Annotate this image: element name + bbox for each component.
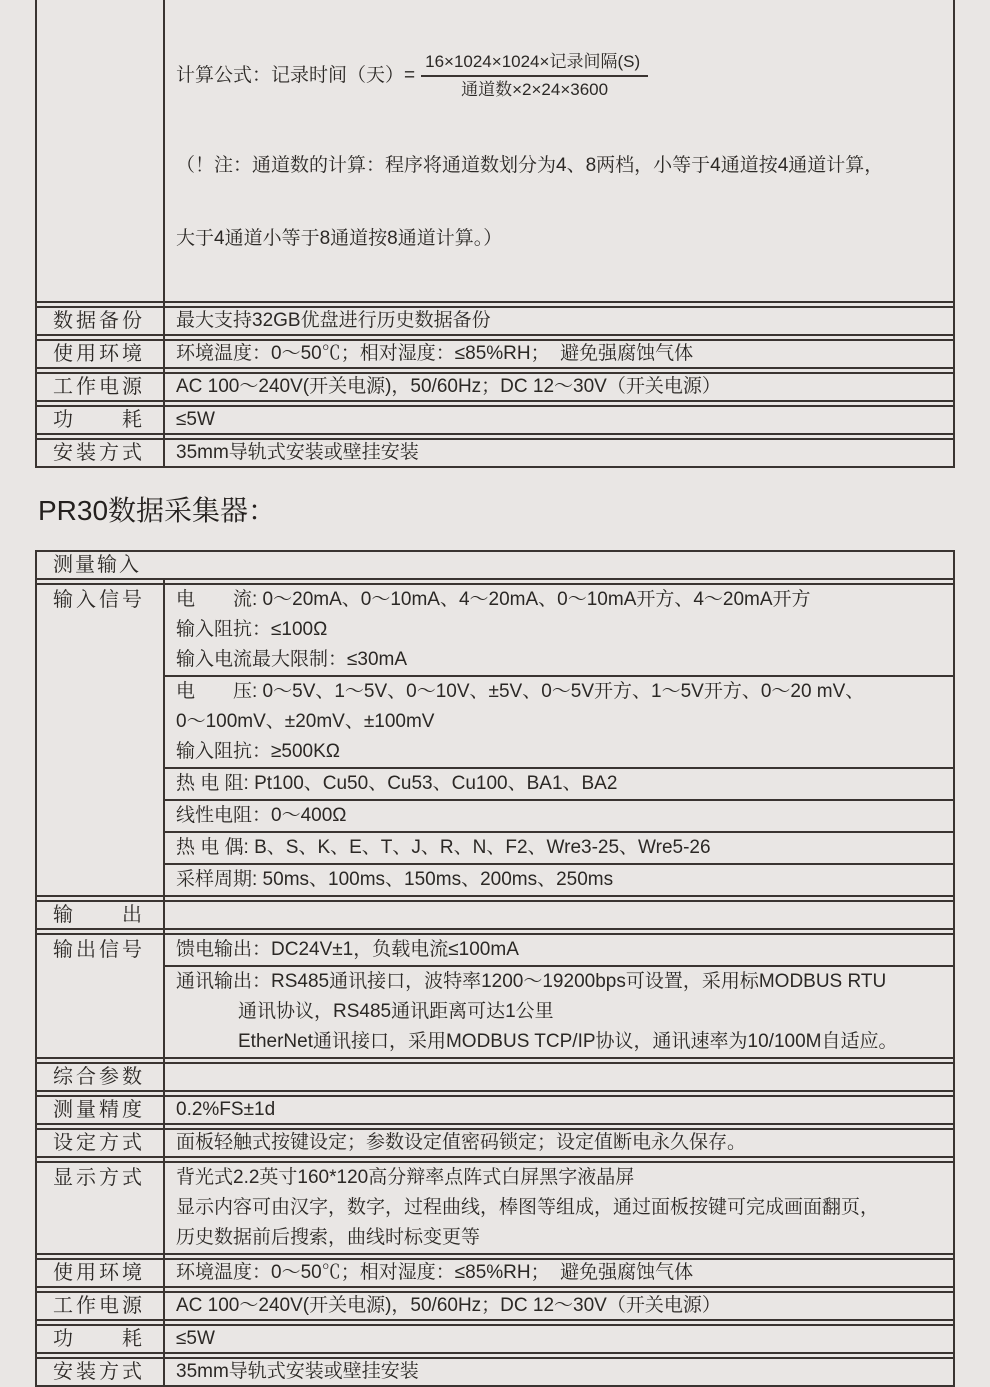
subrow-thermocouple [165,831,953,863]
row-label: 数据备份 [53,310,145,332]
spec-row-display-method [37,1161,953,1255]
spec-row-accuracy [37,1095,953,1125]
channel-note-line2: 大于4通道小等于8通道按8通道计算。） [176,228,503,249]
row-value: ≤5W [176,409,215,430]
row-label: 输入信号 [53,589,145,611]
spec-row-power-consumption [37,1324,953,1354]
subrow-sampling-period [165,863,953,895]
row-value: AC 100～240V(开关电源)，50/60Hz；DC 12～30V（开关电源） [176,1295,721,1316]
row-value: 面板轻触式按键设定；参数设定值密码锁定；设定值断电永久保存。 [176,1132,747,1153]
column-divider [163,580,165,1387]
spec-row-general-params-header [37,1062,953,1092]
thermocouple-types: 热 电 偶: B、S、K、E、T、J、R、N、F2、Wre3-25、Wre5-26 [176,837,711,858]
row-label: 安装方式 [53,442,145,464]
feed-output-spec: 馈电输出：DC24V±1，负载电流≤100mA [176,939,519,960]
spec-row-setting-method [37,1128,953,1158]
row-label: 功 耗 [53,1328,145,1350]
rtd-types: 热 电 阻: Pt100、Cu50、Cu53、Cu100、BA1、BA2 [176,773,618,794]
row-label: 使用环境 [53,343,145,365]
output-signal-subrows [165,935,953,1057]
current-ranges: 电 流: 0～20mA、0～10mA、4～20mA、0～10mA开方、4～20mA开方 [176,589,811,610]
row-value-empty [165,902,953,928]
current-input-impedance: 输入阻抗：≤100Ω [176,619,328,640]
row-value: 最大支持32GB优盘进行历史数据备份 [176,310,491,331]
row-value: 35mm导轨式安装或壁挂安装 [176,442,419,463]
current-max-limit: 输入电流最大限制：≤30mA [176,649,408,670]
column-divider [163,0,165,468]
spec-row-output-signal [37,933,953,1059]
spec-row-environment [37,339,953,369]
spec-row-input-signal [37,583,953,897]
row-label: 功 耗 [53,409,145,431]
linear-resistance-range: 线性电阻：0～400Ω [176,805,347,826]
record-time-formula [176,51,953,100]
fraction-denominator: 通道数×2×24×3600 [461,80,609,99]
comm-output-line3: EtherNet通讯接口，采用MODBUS TCP/IP协议，通讯速率为10/100M自适应。 [238,1031,898,1052]
row-label: 使用环境 [53,1262,145,1284]
row-label: 工作电源 [53,1295,145,1317]
row-value: AC 100～240V(开关电源)，50/60Hz；DC 12～30V（开关电源） [176,376,721,397]
subrow-current [165,585,953,675]
row-value: ≤5W [176,1328,215,1349]
comm-output-line2: 通讯协议，RS485通讯距离可达1公里 [238,1001,554,1022]
fraction-numerator: 16×1024×1024×记录间隔(S) [421,51,648,77]
subrow-feed-output [165,935,953,965]
row-value-empty [165,1064,953,1090]
row-label: 输出信号 [53,939,145,961]
row-label: 安装方式 [53,1361,145,1383]
subrow-linear-resistance [165,799,953,831]
spec-row-environment [37,1258,953,1288]
formula-cell [165,0,953,301]
row-label: 输 出 [53,904,145,926]
spec-row-mounting [37,1357,953,1387]
subrow-comm-output [165,965,953,1057]
spec-row-power-consumption [37,405,953,435]
display-line3: 历史数据前后搜索，曲线时标变更等 [176,1227,481,1248]
section-title: PR30数据采集器： [38,495,277,526]
voltage-ranges-line2: 0～100mV、±20mV、±100mV [176,711,435,732]
row-label: 综合参数 [53,1066,145,1088]
spec-row-output-header [37,900,953,930]
subrow-display [165,1163,953,1253]
row-label: 设定方式 [53,1132,145,1154]
row-value: 35mm导轨式安装或壁挂安装 [176,1361,419,1382]
row-label: 测量精度 [53,1099,145,1121]
row-value: 0.2%FS±1d [176,1099,276,1120]
display-line2: 显示内容可由汉字，数字，过程曲线，棒图等组成，通过面板按键可完成画面翻页， [176,1197,880,1218]
spec-row-power-supply [37,1291,953,1321]
group-header-label: 测量输入 [53,554,141,576]
row-value: 环境温度：0～50℃；相对湿度：≤85%RH； 避免强腐蚀气体 [176,343,694,364]
display-line1: 背光式2.2英寸160*120高分辩率点阵式白屏黑字液晶屏 [176,1167,635,1188]
sampling-periods: 采样周期: 50ms、100ms、150ms、200ms、250ms [176,869,614,890]
formula-prefix: 计算公式：记录时间（天）= [176,64,416,86]
spec-table-pr30 [35,550,955,1387]
subrow-rtd [165,767,953,799]
row-value: 环境温度：0～50℃；相对湿度：≤85%RH； 避免强腐蚀气体 [176,1262,694,1283]
spec-row-mounting [37,438,953,468]
spec-row-power-supply [37,372,953,402]
row-label: 工作电源 [53,376,145,398]
row-label: 显示方式 [53,1167,145,1189]
formula-fraction [421,51,648,100]
subrow-voltage [165,675,953,767]
spec-row-data-backup [37,306,953,336]
spec-row-record-time-formula [37,0,953,303]
spec-row-measurement-input-header [37,550,953,580]
row-label-empty [37,0,165,301]
voltage-ranges-line1: 电 压: 0～5V、1～5V、0～10V、±5V、0～5V开方、1～5V开方、0～20 mV、 [176,681,865,702]
input-signal-subrows [165,585,953,895]
comm-output-line1: 通讯输出：RS485通讯接口，波特率1200～19200bps可设置，采用标MODBUS RTU [176,971,887,992]
display-method-lines [165,1163,953,1253]
voltage-input-impedance: 输入阻抗：≥500KΩ [176,741,341,762]
channel-note-line1: （！注：通道数的计算：程序将通道数划分为4、8两档，小等于4通道按4通道计算， [176,155,884,176]
spec-table-top [35,0,955,468]
